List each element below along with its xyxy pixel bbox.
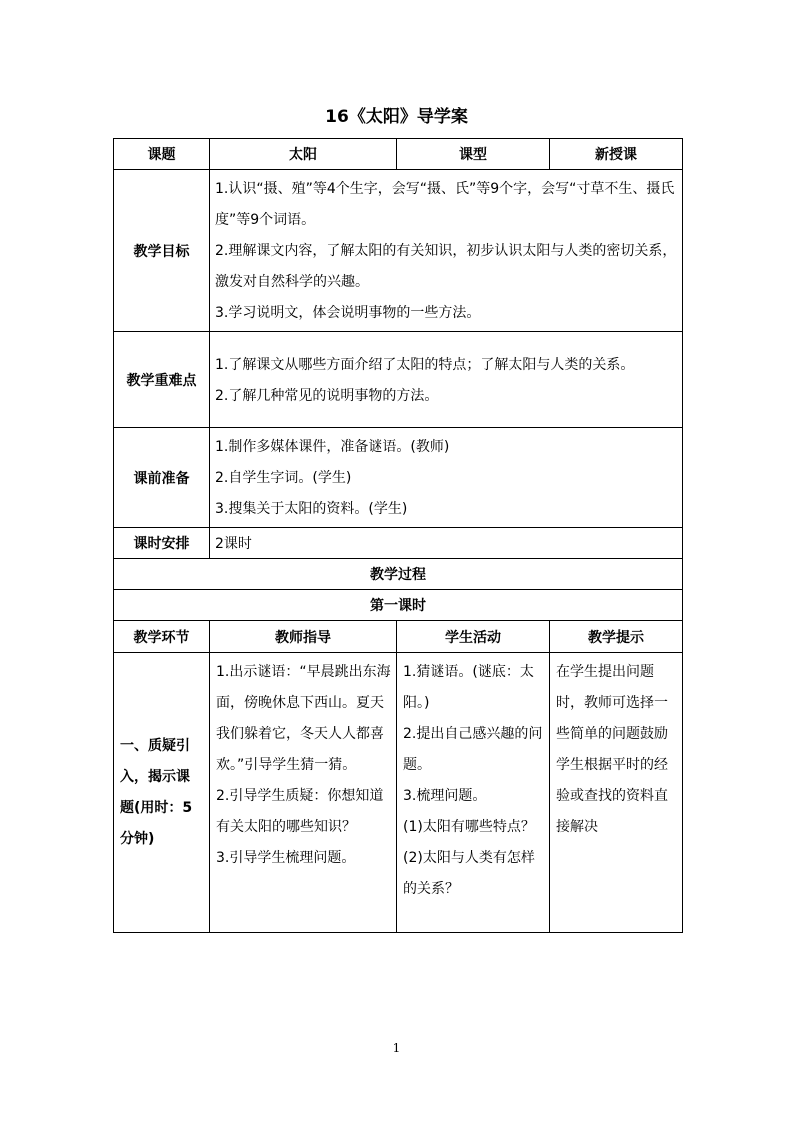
preparation-content: [210, 428, 683, 528]
topic-value: 太阳: [210, 139, 397, 170]
key-points-row: [114, 332, 683, 428]
section-1-stage: 一、质疑引入，揭示课题(用时：5分钟): [114, 653, 210, 933]
preparation-item: 1.制作多媒体课件，准备谜语。(教师): [215, 439, 450, 455]
teacher-step: 2.引导学生质疑：你想知道有关太阳的哪些知识？: [216, 788, 384, 835]
key-points-label: 教学重难点: [114, 332, 210, 428]
tip-text: 在学生提出问题时，教师可选择一些简单的问题鼓励学生根据平时的经验或查找的资料直接解决: [556, 664, 668, 835]
lesson-type-value: 新授课: [550, 139, 683, 170]
student-step: (1)太阳有哪些特点？: [403, 819, 535, 835]
column-header-stage: 教学环节: [114, 621, 210, 653]
topic-label: 课题: [114, 139, 210, 170]
student-step: (2)太阳与人类有怎样的关系？: [403, 850, 535, 897]
goals-label: 教学目标: [114, 170, 210, 332]
section-1-row: [114, 653, 683, 933]
schedule-label: 课时安排: [114, 528, 210, 559]
student-step: 2.提出自己感兴趣的问题。: [403, 726, 543, 773]
key-point-item: 2.了解几种常见的说明事物的方法。: [215, 387, 439, 404]
process-heading-row: [114, 559, 683, 590]
schedule-value: 2课时: [210, 528, 683, 559]
lesson-heading: 第一课时: [114, 590, 683, 621]
goal-item: 1.认识“摄、殖”等4个生字，会写“摄、氏”等9个字，会写“寸草不生、摄氏度”等9个词语。: [215, 181, 675, 228]
column-header-student: 学生活动: [397, 621, 550, 653]
document-title: 16《太阳》导学案: [325, 107, 468, 127]
preparation-item: 2.自学生字词。(学生): [215, 470, 352, 486]
topic-row: [114, 139, 683, 170]
goals-row: [114, 170, 683, 332]
section-1-teacher: [210, 653, 397, 933]
lesson-type-label: 课型: [397, 139, 550, 170]
page-number: 1: [392, 1041, 401, 1055]
key-point-item: 1.了解课文从哪些方面介绍了太阳的特点；了解太阳与人类的关系。: [215, 356, 635, 373]
process-columns-row: [114, 621, 683, 653]
process-heading: 教学过程: [114, 559, 683, 590]
preparation-row: [114, 428, 683, 528]
preparation-item: 3.搜集关于太阳的资料。(学生): [215, 501, 408, 517]
goal-item: 2.理解课文内容，了解太阳的有关知识，初步认识太阳与人类的密切关系，激发对自然科学的兴趣。: [215, 243, 677, 290]
key-points-content: [210, 332, 683, 428]
student-step: 3.梳理问题。: [403, 788, 487, 804]
teacher-step: 1.出示谜语：“早晨跳出东海面，傍晚休息下西山。夏天我们躲着它，冬天人人都喜欢。”引导学生猜一猜。: [216, 664, 391, 773]
section-1-tip: [550, 653, 683, 933]
student-step: 1.猜谜语。(谜底：太阳。): [403, 664, 534, 711]
column-header-tip: 教学提示: [550, 621, 683, 653]
schedule-row: [114, 528, 683, 559]
lesson-heading-row: [114, 590, 683, 621]
lesson-plan-table: [113, 138, 683, 933]
preparation-label: 课前准备: [114, 428, 210, 528]
teacher-step: 3.引导学生梳理问题。: [216, 850, 356, 866]
goal-item: 3.学习说明文，体会说明事物的一些方法。: [215, 305, 481, 321]
goals-content: [210, 170, 683, 332]
section-1-student: [397, 653, 550, 933]
column-header-teacher: 教师指导: [210, 621, 397, 653]
